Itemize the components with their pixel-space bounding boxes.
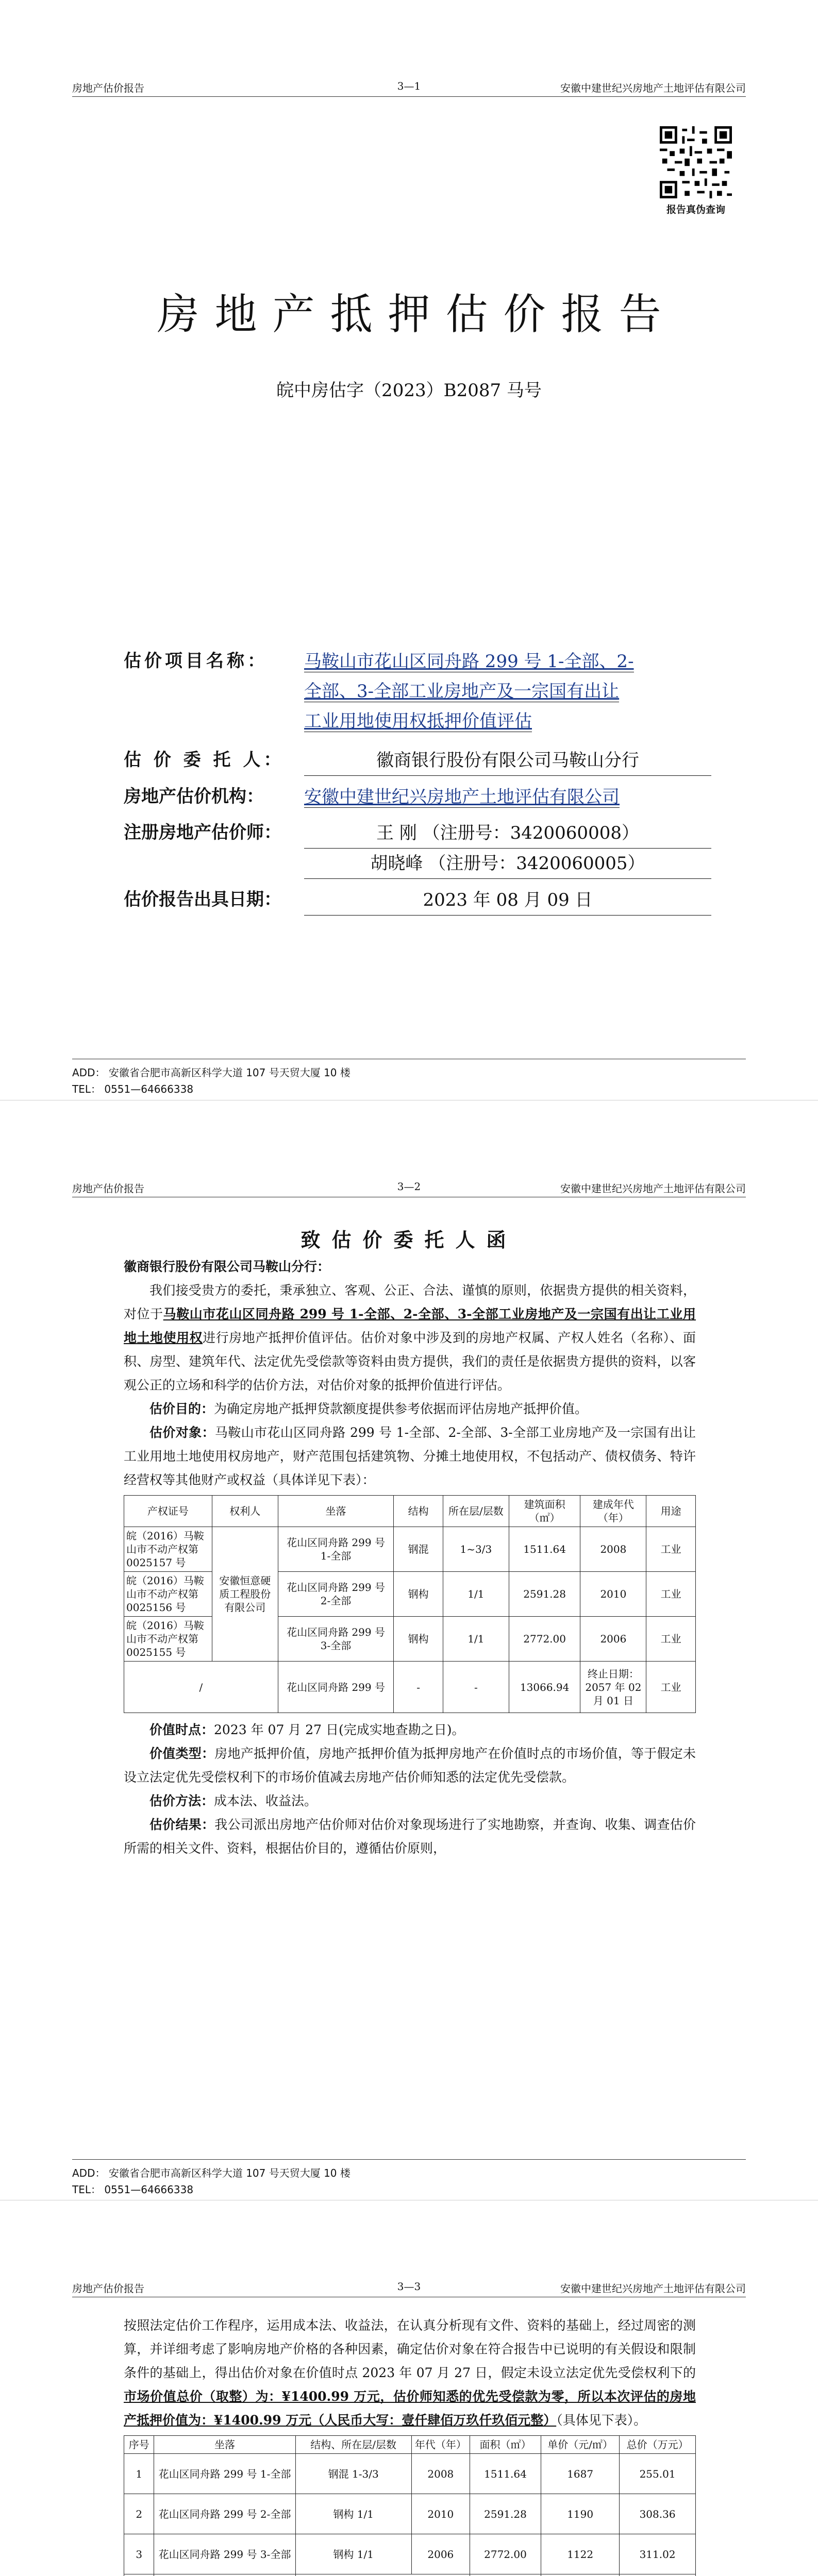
- qr-caption: 报告真伪查询: [666, 204, 725, 215]
- date-row: 估价报告出具日期： 2023 年 08 月 09 日: [124, 885, 711, 916]
- qr-code-icon[interactable]: [660, 126, 732, 198]
- table-row: 皖（2016）马鞍山市不动产权第 0025157 号 安徽恒意硬质工程股份有限公司 花山区同舟路 299 号 1-全部 钢混 1~3/3 1511.64 2008 工业: [124, 1527, 696, 1572]
- object-paragraph: 估价对象：马鞍山市花山区同舟路 299 号 1-全部、2-全部、3-全部工业房地产及一宗国有出让工业用地土地使用权房地产，财产范围包括建筑物、分摊土地使用权，不包括动产、债权债务、特许经营权等其他财产或权益（具体详见下表）：: [124, 1425, 696, 1487]
- letter-title: 致估价委托人函: [301, 1228, 517, 1251]
- client-name: 徽商银行股份有限公司马鞍山分行: [304, 745, 711, 776]
- project-line: 马鞍山市花山区同舟路 299 号 1-全部、2-: [304, 651, 634, 672]
- document-number: 皖中房估字（2023）B2087 马号: [276, 380, 542, 401]
- table-row: 2 花山区同舟路 299 号 2-全部 钢构 1/1 2010 2591.28 1190 308.36: [124, 2494, 696, 2534]
- running-header: 房地产估价报告 3—1 安徽中建世纪兴房地产土地评估有限公司: [72, 80, 746, 97]
- letter-body-continued: [124, 2314, 696, 2576]
- table-row: / 花山区同舟路 299 号 - - 13066.94 终止日期：2057 年 02 月 01 日 工业: [124, 1662, 696, 1713]
- recipient: 徽商银行股份有限公司马鞍山分行：: [124, 1259, 330, 1274]
- appraiser-1: 王 刚 （注册号：3420060008）: [304, 818, 711, 849]
- page-footer: ADD： 安徽省合肥市高新区科学大道 107 号天贸大厦 10 楼 TEL： 0551—64666338: [72, 1059, 746, 1097]
- table-row: [124, 2574, 696, 2576]
- table-row: 3 花山区同舟路 299 号 3-全部 钢构 1/1 2006 2772.00 1122 311.02: [124, 2534, 696, 2574]
- running-header: 房地产估价报告 3—2 安徽中建世纪兴房地产土地评估有限公司: [72, 1180, 746, 1197]
- agency-row: 房地产估价机构： 安徽中建世纪兴房地产土地评估有限公司: [124, 786, 620, 807]
- table-row: 皖（2016）马鞍山市不动产权第 0025155 号 花山区同舟路 299 号 3-全部 钢构 1/1 2772.00 2006 工业: [124, 1617, 696, 1662]
- appraiser-2: 胡晓峰 （注册号：3420060005）: [304, 849, 711, 879]
- intro-paragraph: 我们接受贵方的委托，秉承独立、客观、公正、合法、谨慎的原则，依据贵方提供的相关资料，对位于马鞍山市花山区同舟路 299 号 1-全部、2-全部、3-全部工业房地产及一宗国有出让工业用地土地使用权进行房地产抵押价值评估。估价对象中涉及到的房地产权属、产权人姓名（名称）、面积、房型、建筑年代、法定优先受偿款等资料由贵方提供，我们的责任是依据贵方提供的资料，以客观公正的立场和科学的估价方法，对估价对象的抵押价值进行评估。: [124, 1283, 696, 1393]
- table-header: 序号 坐落 结构、所在层/层数 年代（年） 面积（㎡） 单价（元/㎡） 总价（万元）: [124, 2436, 696, 2454]
- value-date-paragraph: 价值时点：2023 年 07 月 27 日(完成实地查勘之日)。: [149, 1722, 465, 1737]
- purpose-paragraph: 估价目的：为确定房地产抵押贷款额度提供参考依据而评估房地产抵押价值。: [149, 1401, 588, 1416]
- client-row: 估 价 委 托 人： 徽商银行股份有限公司马鞍山分行: [124, 745, 711, 776]
- value-type-paragraph: 价值类型：房地产抵押价值，房地产抵押价值为抵押房地产在价值时点的市场价值，等于假定未设立法定优先受偿权利下的市场价值减去房地产估价师知悉的法定优先受偿款。: [124, 1746, 696, 1785]
- table-row: 1 花山区同舟路 299 号 1-全部 钢混 1-3/3 2008 1511.64 1687 255.01: [124, 2454, 696, 2494]
- project-line: 全部、3-全部工业房地产及一宗国有出让: [304, 681, 620, 702]
- valuation-table: [124, 2435, 696, 2576]
- property-table: [124, 1495, 696, 1713]
- report-date: 2023 年 08 月 09 日: [304, 885, 711, 916]
- appraiser-row: 注册房地产估价师： 王 刚 （注册号：3420060008） 胡晓峰 （注册号：3420060005）: [124, 818, 711, 879]
- running-header: 房地产估价报告 3—3 安徽中建世纪兴房地产土地评估有限公司: [72, 2280, 746, 2297]
- table-header: 产权证号 权利人 坐落 结构 所在层/层数 建筑面积（㎡） 建成年代（年） 用途: [124, 1496, 696, 1527]
- report-page-3: [0, 2200, 818, 2576]
- project-row: 估价项目名称： 马鞍山市花山区同舟路 299 号 1-全部、2- 全部、3-全部工业房地产及一宗国有出让 工业用地使用权抵押价值评估: [124, 651, 634, 732]
- result-paragraph-end: 按照法定估价工作程序，运用成本法、收益法，在认真分析现有文件、资料的基础上，经过周密的测算，并详细考虑了影响房地产价格的各种因素，确定估价对象在符合报告中已说明的有关假设和限制条件的基础上，得出估价对象在价值时点 2023 年 07 月 27 日，假定未设立法定优先受偿权利下的市场价值总价（取整）为：¥1400.99 万元，估价师知悉的优先受偿款为零，所以本次评估的房地产抵押价值为：¥1400.99 万元（人民币大写：壹仟肆佰万玖仟玖佰元整）（具体见下表）。: [124, 2318, 696, 2428]
- project-line: 工业用地使用权抵押价值评估: [304, 711, 532, 732]
- result-paragraph-start: 估价结果：我公司派出房地产估价师对估价对象现场进行了实地勘察，并查询、收集、调查估价所需的相关文件、资料，根据估价目的，遵循估价原则，: [124, 1817, 696, 1856]
- letter-body: [124, 1255, 696, 1860]
- table-row: 皖（2016）马鞍山市不动产权第 0025156 号 花山区同舟路 299 号 2-全部 钢构 1/1 2591.28 2010 工业: [124, 1572, 696, 1617]
- report-title: 房地产抵押估价报告: [157, 290, 677, 339]
- cover-info: [124, 647, 711, 916]
- agency-name: 安徽中建世纪兴房地产土地评估有限公司: [304, 787, 620, 807]
- owner-cell: 安徽恒意硬质工程股份有限公司: [212, 1527, 278, 1662]
- page-footer: ADD： 安徽省合肥市高新区科学大道 107 号天贸大厦 10 楼 TEL： 0551—64666338: [72, 2159, 746, 2198]
- report-page-2: [0, 1100, 818, 2200]
- report-page-1: [0, 0, 818, 1100]
- method-paragraph: 估价方法：成本法、收益法。: [149, 1793, 318, 1808]
